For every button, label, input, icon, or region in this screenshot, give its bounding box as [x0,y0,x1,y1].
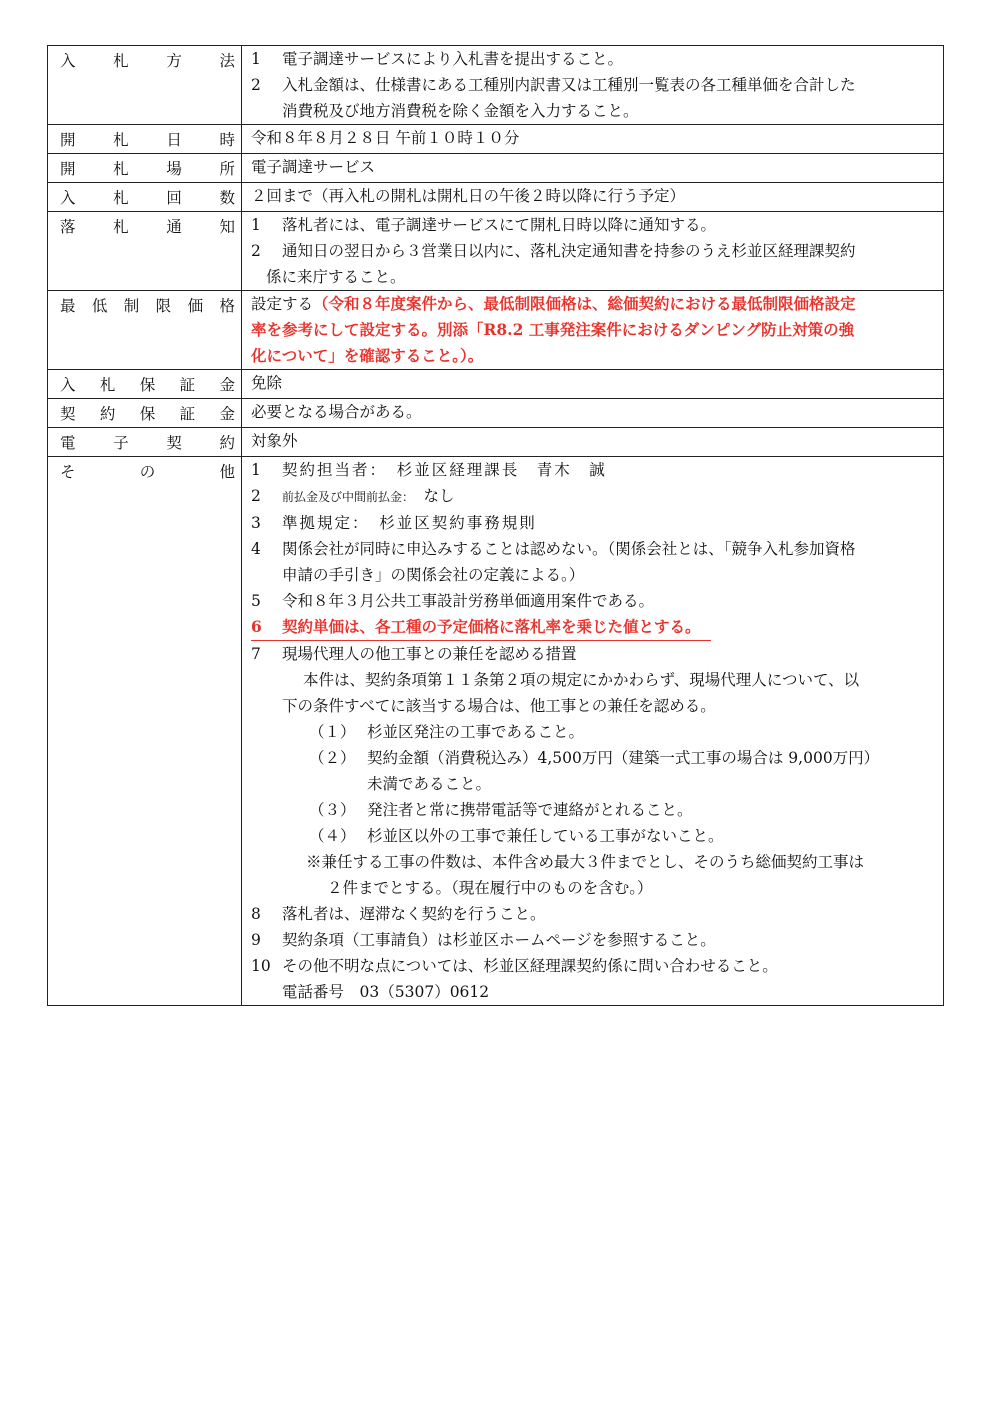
minimum-price-note-line-1: （令和８年度案件から、最低制限価格は、総価契約における最低制限価格設定 [313,294,856,313]
label-char: 最 [60,297,76,315]
label-char: 格 [219,297,235,315]
row-label [48,291,242,369]
item-text-line: 入札金額は、仕様書にある工種別内訳書又は工種別一覧表の各工種単価を合計した [282,76,856,94]
label-char: 回 [166,189,182,207]
condition-number: （３） [309,801,356,819]
item-number: 5 [251,592,261,610]
label-char: 知 [219,218,235,236]
row-bid-count [48,182,943,211]
row-label [48,183,242,211]
item-text [282,72,935,124]
minimum-price-lead: 設定する [251,295,314,313]
row-content [242,457,943,1005]
item-text-continuation: 申請の手引き」の関係会社の定義による。） [282,566,585,584]
label-char: 証 [179,405,196,423]
row-opening-place [48,153,943,182]
row-opening-datetime [48,124,943,153]
row-value: ２回まで（再入札の開札は開札日の午後２時以降に行う予定） [251,187,686,205]
row-value: 電子調達サービス [251,158,376,176]
list-item [251,953,935,979]
row-label [48,46,242,124]
minimum-price-note-line-3: 化について」を確認すること。）。 [251,346,484,365]
label-char: 数 [219,189,235,207]
row-electronic-contract [48,427,943,456]
label-char: 制 [123,297,140,315]
row-minimum-price [48,290,943,369]
item-text [282,536,935,588]
item-number: 2 [251,487,261,505]
item-number: 6 [251,617,262,636]
item-number: 3 [251,514,261,532]
list-item [251,510,935,536]
spaced-label [60,401,235,427]
label-char: 時 [219,131,235,149]
row-content [242,46,943,124]
item-text [266,238,935,290]
list-item [251,641,935,667]
label-char: 入 [60,52,76,70]
label-char: 日 [166,131,182,149]
row-label [48,399,242,427]
row-label [48,457,242,1005]
label-char: 所 [219,160,235,178]
row-label [48,428,242,456]
row-other [48,456,943,1005]
spaced-label [60,293,235,319]
row-contract-bond [48,398,943,427]
condition-item [251,745,935,797]
label-char: 金 [219,405,235,423]
condition-number: （１） [309,723,356,741]
item-text: その他不明な点については、杉並区経理課契約係に問い合わせること。 [282,957,778,975]
row-label [48,370,242,398]
item-number: 8 [251,905,261,923]
row-bid-bond [48,369,943,398]
item-text: 電子調達サービスにより入札書を提出すること。 [282,50,624,68]
condition-item [251,823,935,849]
label-char: の [139,463,156,481]
label-char: 約 [219,434,235,452]
label-char: 他 [219,463,235,481]
row-content [242,212,943,290]
item-number: 7 [251,645,261,663]
condition-item [251,797,935,823]
spaced-label [60,127,235,153]
label-char: 契 [166,434,182,452]
label-char: 開 [60,131,76,149]
measure-paragraph-line-1: 本件は、契約条項第１１条第２項の規定にかかわらず、現場代理人について、以 [303,671,860,689]
label-char: 証 [179,376,196,394]
condition-text: 杉並区以外の工事で兼任している工事がないこと。 [367,827,724,845]
item-number: 2 [251,242,261,260]
label-char: 法 [219,52,235,70]
row-bid-method [48,46,943,124]
row-value: 必要となる場合がある。 [251,403,422,421]
list-item [251,457,935,483]
item-text: 準拠規定： 杉並区契約事務規則 [282,514,537,532]
phone-label: 電話番号 [282,983,345,1001]
item-text: 契約条項（工事請負）は杉並区ホームページを参照すること。 [282,931,716,949]
minimum-price-note-line-2: 率を参考にして設定する。別添「R8.2 工事発注案件におけるダンピング防止対策の強 [251,320,855,339]
item-text: 契約単価は、各工種の予定価格に落札率を乗じた値とする。 [282,617,701,636]
list-item [251,588,935,614]
item-text: 令和８年３月公共工事設計労務単価適用案件である。 [282,592,655,610]
row-value: 令和８年８月２８日 午前１０時１０分 [251,129,520,147]
advance-payment-label: 前払金及び中間前払金： [282,490,409,504]
item-text: 契約担当者： 杉並区経理課長 青木 誠 [282,461,607,479]
spaced-label [60,459,235,485]
item-text-continuation: 消費税及び地方消費税を除く金額を入力すること。 [282,102,639,120]
item-text: 落札者は、遅滞なく契約を行うこと。 [282,905,546,923]
row-label [48,212,242,290]
spaced-label [60,48,235,74]
label-char: 札 [113,218,129,236]
label-char: 方 [166,52,182,70]
label-char: 限 [155,297,172,315]
tender-conditions-table [47,45,944,1006]
label-char: 入 [60,189,76,207]
phone-line [251,979,935,1005]
spaced-label [60,185,235,211]
label-char: 金 [219,376,235,394]
label-char: 札 [113,131,129,149]
row-value: 対象外 [251,432,298,450]
list-item [251,212,935,238]
list-item [251,238,935,290]
label-char: 電 [60,434,76,452]
label-char: 札 [113,160,129,178]
label-char: 落 [60,218,76,236]
list-item [251,46,935,72]
condition-text: 発注者と常に携帯電話等で連絡がとれること。 [367,801,693,819]
condition-item [251,719,935,745]
item-number: 1 [251,50,261,68]
spaced-label [60,214,235,240]
highlighted-underline [251,614,711,641]
condition-text [367,745,879,797]
label-char: 低 [91,297,108,315]
label-char: そ [60,463,76,481]
item-text: 現場代理人の他工事との兼任を認める措置 [282,645,577,663]
label-char: 通 [166,218,182,236]
list-item [251,483,935,510]
label-char: 札 [99,376,116,394]
label-char: 子 [113,434,129,452]
row-award-notice [48,211,943,290]
label-char: 開 [60,160,76,178]
advance-payment-value: なし [408,487,455,505]
item-text-line: 関係会社が同時に申込みすることは認めない。（関係会社とは、「競争入札参加資格 [282,540,856,558]
concurrent-note-continued [251,875,935,901]
label-char: 保 [139,405,156,423]
condition-text-line: 契約金額（消費税込み）4,500万円（建築一式工事の場合は 9,000万円） [367,749,880,767]
label-char: 約 [99,405,116,423]
row-content [242,291,943,369]
condition-text: 杉並区発注の工事であること。 [367,723,585,741]
measure-paragraph-line-2: 下の条件すべてに該当する場合は、他工事との兼任を認める。 [282,697,716,715]
spaced-label [60,156,235,182]
label-char: 札 [113,189,129,207]
label-char: 契 [60,405,76,423]
concurrent-note-line-1: ※兼任する工事の件数は、本件含め最大３件までとし、そのうち総価契約工事は [306,853,865,871]
item-number: 2 [251,76,261,94]
condition-number: （４） [309,827,356,845]
row-value: 免除 [251,374,283,392]
item-number: 4 [251,540,261,558]
item-number: 1 [251,216,261,234]
concurrent-note [251,849,935,875]
condition-text-continuation: 未満であること。 [367,775,492,793]
label-char: 入 [60,376,76,394]
label-char: 場 [166,160,182,178]
spaced-label [60,372,235,398]
row-label [48,125,242,153]
label-char: 札 [113,52,129,70]
measure-paragraph-continued [251,693,935,719]
list-item [251,927,935,953]
item-text: 落札者には、電子調達サービスにて開札日時以降に通知する。 [282,216,717,234]
item-text [282,483,935,510]
item-number: 10 [251,957,271,975]
item-number: 1 [251,461,261,479]
row-label [48,154,242,182]
concurrent-note-line-2: ２件までとする。（現在履行中のものを含む。） [327,879,653,897]
condition-number: （２） [309,749,356,767]
item-text-line: 通知日の翌日から３営業日以内に、落札決定通知書を持参のうえ杉並区経理課契約 [282,242,856,260]
item-number: 9 [251,931,261,949]
spaced-label [60,430,235,456]
label-char: 価 [187,297,204,315]
measure-paragraph [251,667,935,693]
label-char: 保 [139,376,156,394]
list-item [251,536,935,588]
list-item-highlighted [251,614,935,641]
list-item [251,901,935,927]
item-text-continuation: 係に来庁すること。 [266,268,406,286]
phone-number: 03（5307）0612 [359,983,490,1001]
list-item [251,72,935,124]
